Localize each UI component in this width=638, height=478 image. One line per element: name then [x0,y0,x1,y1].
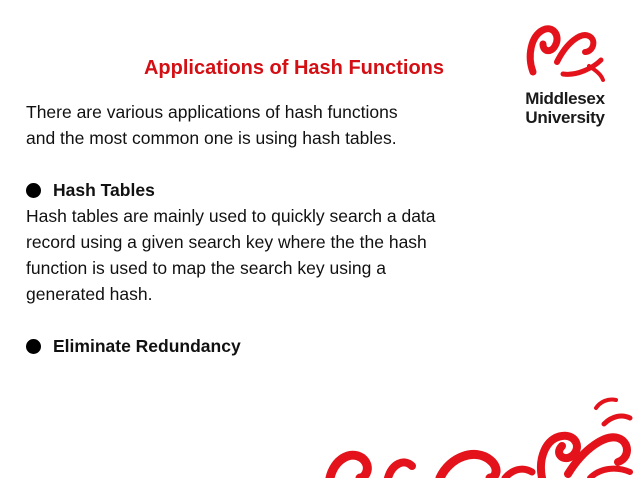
paragraph-line: record using a given search key where the the hash [26,232,427,252]
logo-line-1: Middlesex [525,89,605,108]
paragraph-line: function is used to map the search key using a [26,258,386,278]
red-swirl-decoration-icon [300,378,638,478]
paragraph-line: Hash tables are mainly used to quickly search a data [26,206,436,226]
intro-line: and the most common one is using hash tables. [26,128,397,148]
logo-line-2: University [525,108,605,127]
hash-tables-paragraph [26,203,436,307]
bullet-heading: Eliminate Redundancy [53,335,241,356]
intro-line: There are various applications of hash functions [26,102,398,122]
bullet-hash-tables [26,176,155,204]
bullet-eliminate-redundancy [26,332,241,360]
filled-circle-bullet-icon [26,183,41,198]
bullet-heading: Hash Tables [53,179,155,200]
red-swirl-logo-icon [523,22,607,84]
slide-title: Applications of Hash Functions [143,57,444,79]
university-logo [515,22,615,128]
filled-circle-bullet-icon [26,339,41,354]
logo-wordmark [515,89,615,127]
intro-paragraph [26,99,398,151]
paragraph-line: generated hash. [26,284,153,304]
